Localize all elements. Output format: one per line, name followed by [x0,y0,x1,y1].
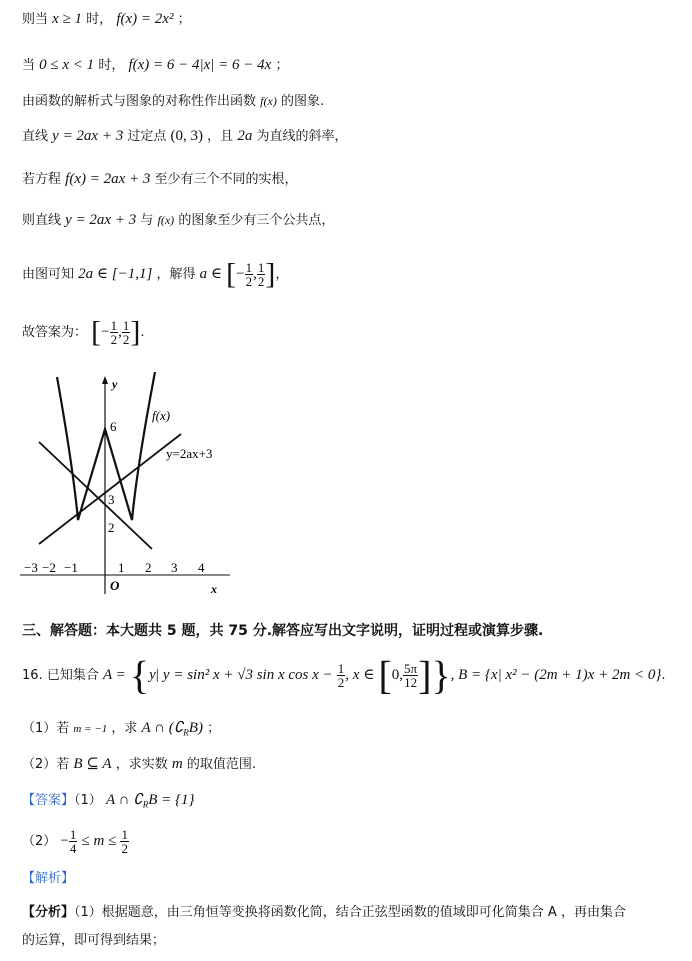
math: 2a ∈ [−1,1] [78,266,153,282]
denominator: 2 [337,675,345,690]
math: 2a [237,128,253,144]
text: 时， [98,58,125,73]
bracket: [ [91,315,102,349]
text: 当 [22,58,36,73]
brace: { [129,652,150,698]
math: − [236,266,245,282]
y-axis-label: y [112,377,118,391]
math: B) [188,720,203,736]
denominator: 4 [69,841,77,856]
math: , B = {x| x² − (2m + 1)x + 2m < 0} [450,667,662,683]
analysis-label: 【分析】 [22,905,75,920]
x-tick-label: 3 [171,560,178,575]
line-2 [22,56,289,75]
fraction [110,319,119,346]
text: ，解得 [156,267,196,282]
line-1 [22,10,191,29]
math: m [171,756,183,772]
line-5 [22,170,298,189]
text: ，且 [207,129,234,144]
denominator: 12 [404,675,418,690]
fx-curve [57,372,155,520]
text: 故答案为： [22,325,88,340]
numerator: 1 [257,260,265,275]
text: （1） [74,793,102,808]
analysis-line-1 [22,904,626,922]
text: 则直线 [22,213,62,228]
denominator: 2 [257,274,265,289]
math: 0 ≤ x < 1 [39,57,95,73]
fraction [245,261,254,288]
text: ，求 [111,721,138,736]
text: （2）若 [22,757,70,772]
answer-label: 【答案】 [22,793,75,808]
numerator: 1 [110,318,118,333]
math: R [142,799,149,810]
math: y = sin² x + √3 sin x cos x − [162,667,333,683]
math: x ≥ 1 [52,11,83,27]
text: ； [177,12,191,27]
bracket: ] [130,315,141,349]
text: ； [207,721,221,736]
math: B ⊆ A [73,756,112,772]
text: 过定点 [127,129,167,144]
x-ticks [24,560,205,575]
math: f(x) = 2ax + 3 [65,171,151,187]
line-4 [22,127,347,146]
text: 为直线的斜率， [256,129,348,144]
line-7: 由图可知 2a ∈ [−1,1] ，解得 a ∈ [− $\frac{1}{2}$ , $\frac{1}{2}$ ]， [22,257,289,291]
text: 若方程 [22,172,62,187]
math: − [60,833,69,849]
answer-1 [22,791,195,814]
math: ≤ m ≤ [81,833,117,849]
part-2 [22,755,256,774]
text: （1）若 [22,721,70,736]
math: f(x) [260,94,277,108]
question-16 [22,653,666,698]
math: a ∈ [199,266,222,282]
bracket: [ [378,652,392,698]
text: 的取值范围. [186,757,256,772]
text: 则当 [22,12,49,27]
math: A = [102,667,126,683]
denominator: 2 [121,841,128,856]
text: . [661,668,666,683]
numerator: 1 [337,661,345,676]
math: R [183,727,189,738]
brace: } [431,652,451,698]
y-tick-2: 2 [108,520,115,535]
fraction [403,662,418,689]
text: （2） [22,834,57,849]
math: f(x) [157,213,175,227]
answer-2 [22,823,129,860]
text: 的图象. [280,94,325,109]
denominator: 2 [245,274,253,289]
text: ； [275,58,289,73]
denominator: 2 [122,332,130,347]
numerator: 1 [245,260,253,275]
math: A ∩ (∁ [141,720,184,736]
math: A ∩ ∁ [105,792,143,808]
x-tick-label: 4 [198,560,205,575]
math: 0, [391,667,404,683]
math: − [101,324,110,340]
numerator: 1 [69,827,77,842]
question-number: 16. [22,668,43,683]
x-axis-label: x [211,582,217,596]
math: B = {1} [148,792,195,808]
x-tick-label: −2 [42,560,56,575]
line-3 [22,92,324,111]
math: , [118,324,122,340]
x-tick-label: 1 [118,560,125,575]
math: , [253,266,257,282]
fraction [120,828,129,855]
math: y [149,667,156,683]
function-graph [18,372,248,607]
analysis-line-2: 的运算，即可得到结果； [22,933,166,948]
y-tick-3: 3 [108,492,115,507]
math: m = −1 [73,723,108,735]
line-label: y=2ax+3 [166,446,213,461]
y-arrow [102,376,108,384]
bracket: ] [265,257,276,291]
curve-label: f(x) [152,408,171,423]
line-8: 故答案为： [− $\frac{1}{2}$ , $\frac{1}{2}$ ]. [22,315,145,349]
text: （1）根据题意，由三角恒等变换将函数化简，结合正弦型函数的值域即可化简集合 A ，再由集合 [74,905,626,920]
math: , x ∈ [345,667,375,683]
x-tick-label: −1 [64,560,78,575]
text: 至少有三个不同的实根， [154,172,298,187]
fraction [69,828,78,855]
text: 时， [86,12,113,27]
text: 已知集合 [46,668,99,683]
x-tick-label: 2 [145,560,152,575]
y-tick-6: 6 [110,419,117,434]
x-tick-label: −3 [24,560,38,575]
jiexi-label: 【解析】 [22,871,75,886]
numerator: 1 [121,827,128,842]
numerator: 1 [122,318,130,333]
math: y = 2ax + 3 [65,212,137,228]
math: (0, 3) [170,128,204,144]
numerator: 5π [404,661,418,676]
bracket: ] [418,652,432,698]
math: y = 2ax + 3 [52,128,124,144]
text: 与 [140,213,154,228]
text: 直线 [22,129,49,144]
text: 的图象至少有三个公共点， [178,213,335,228]
text: ，求实数 [115,757,168,772]
part-1 [22,719,220,742]
math: | [155,667,159,683]
text: 由函数的解析式与图象的对称性作出函数 [22,94,257,109]
denominator: 2 [110,332,118,347]
bracket: [ [226,257,237,291]
text: 由图可知 [22,267,75,282]
math: f(x) = 2x² [116,11,174,27]
math: f(x) = 6 − 4|x| = 6 − 4x [128,57,272,73]
section-heading: 三、解答题：本大题共 5 题，共 75 分.解答应写出文字说明，证明过程或演算步骤. [22,623,544,639]
origin-label: O [110,578,120,593]
line-6 [22,211,334,230]
